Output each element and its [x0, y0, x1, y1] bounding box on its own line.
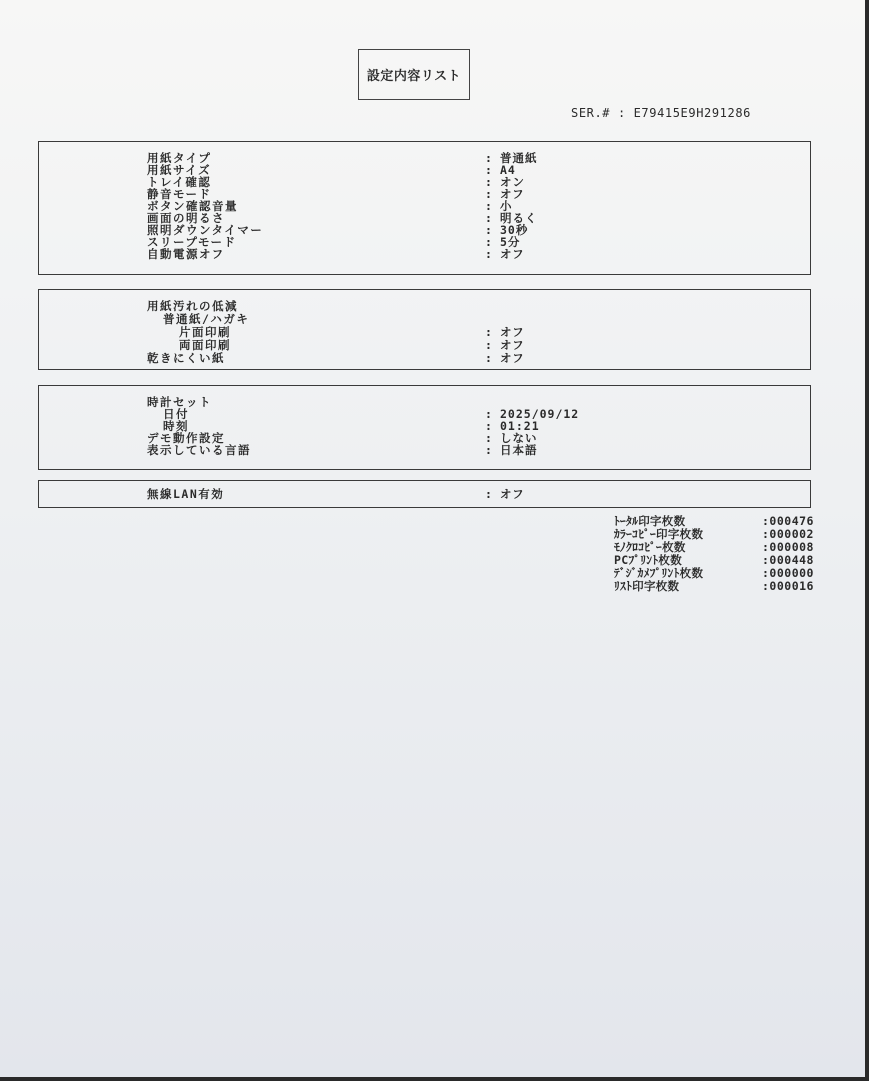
setting-label: 乾きにくい紙 — [147, 351, 225, 365]
setting-value: A4 — [500, 163, 516, 177]
setting-value: 小 — [500, 199, 513, 213]
setting-value: 2025/09/12 — [500, 407, 580, 421]
setting-row — [39, 339, 810, 351]
setting-label: 時刻 — [163, 419, 189, 433]
counter-value: :000448 — [762, 553, 814, 567]
counter-value: :000476 — [762, 514, 814, 528]
counter-label: ﾃﾞｼﾞｶﾒﾌﾟﾘﾝﾄ枚数 — [614, 566, 704, 580]
setting-row — [39, 248, 810, 260]
colon: : — [485, 351, 492, 365]
setting-row — [39, 488, 810, 500]
colon: : — [485, 223, 492, 237]
setting-label: トレイ確認 — [147, 175, 212, 189]
setting-value: オフ — [500, 247, 525, 261]
colon: : — [485, 443, 492, 457]
setting-value: オフ — [500, 187, 525, 201]
page-title: 設定内容リスト — [358, 49, 470, 100]
setting-value: オフ — [500, 325, 525, 339]
section-heading-label: 用紙汚れの低減 — [147, 299, 238, 313]
wireless-lan-box — [38, 480, 811, 508]
colon: : — [485, 407, 492, 421]
colon: : — [485, 175, 492, 189]
serial-number: SER.# : E79415E9H291286 — [571, 106, 751, 120]
setting-value: 30秒 — [500, 223, 529, 237]
setting-label: 無線LAN有効 — [147, 487, 225, 501]
setting-value: 普通紙 — [500, 151, 538, 165]
colon: : — [485, 487, 492, 501]
print-counters — [614, 515, 854, 593]
section-heading — [39, 300, 810, 312]
setting-label: スリープモード — [147, 235, 237, 249]
counter-label: ﾄｰﾀﾙ印字枚数 — [614, 514, 686, 528]
setting-value: しない — [500, 431, 538, 445]
colon: : — [485, 419, 492, 433]
colon: : — [485, 151, 492, 165]
setting-value: 5分 — [500, 235, 521, 249]
setting-label: ボタン確認音量 — [147, 199, 238, 213]
colon: : — [485, 338, 492, 352]
colon: : — [485, 163, 492, 177]
counter-value: :000000 — [762, 566, 814, 580]
section-heading-label: 時計セット — [147, 395, 212, 409]
setting-label: 用紙タイプ — [147, 151, 212, 165]
clock-settings-box — [38, 385, 811, 470]
colon: : — [485, 431, 492, 445]
paper-smudge-box — [38, 289, 811, 370]
setting-value: 01:21 — [500, 419, 540, 433]
counter-value: :000016 — [762, 579, 814, 593]
setting-label: 用紙サイズ — [147, 163, 212, 177]
counter-row — [614, 580, 854, 593]
colon: : — [485, 187, 492, 201]
setting-row — [39, 408, 810, 420]
section-heading — [39, 396, 810, 408]
colon: : — [485, 235, 492, 249]
setting-value: オフ — [500, 338, 525, 352]
setting-label: 表示している言語 — [147, 443, 251, 457]
setting-value: 日本語 — [500, 443, 538, 457]
general-settings-box — [38, 141, 811, 275]
setting-value: オン — [500, 175, 525, 189]
setting-value: オフ — [500, 351, 525, 365]
counter-value: :000002 — [762, 527, 814, 541]
setting-row — [39, 326, 810, 338]
setting-row — [39, 352, 810, 364]
setting-value: オフ — [500, 487, 525, 501]
setting-label: 静音モード — [147, 187, 212, 201]
setting-label: 片面印刷 — [179, 325, 231, 339]
counter-label: ﾘｽﾄ印字枚数 — [614, 579, 680, 593]
setting-label: 自動電源オフ — [147, 247, 225, 261]
setting-row — [39, 444, 810, 456]
counter-label: ｶﾗｰｺﾋﾟｰ印字枚数 — [614, 527, 704, 541]
counter-label: PCﾌﾟﾘﾝﾄ枚数 — [614, 553, 682, 567]
setting-label: 日付 — [163, 407, 189, 421]
subsection-label: 普通紙/ハガキ — [163, 312, 250, 326]
subsection-heading — [39, 313, 810, 325]
setting-label: 画面の明るさ — [147, 211, 225, 225]
colon: : — [485, 199, 492, 213]
colon: : — [485, 325, 492, 339]
setting-label: デモ動作設定 — [147, 431, 225, 445]
colon: : — [485, 247, 492, 261]
setting-value: 明るく — [500, 211, 538, 225]
colon: : — [485, 211, 492, 225]
counter-value: :000008 — [762, 540, 814, 554]
setting-label: 両面印刷 — [179, 338, 231, 352]
counter-label: ﾓﾉｸﾛｺﾋﾟｰ枚数 — [614, 540, 686, 554]
setting-label: 照明ダウンタイマー — [147, 223, 264, 237]
